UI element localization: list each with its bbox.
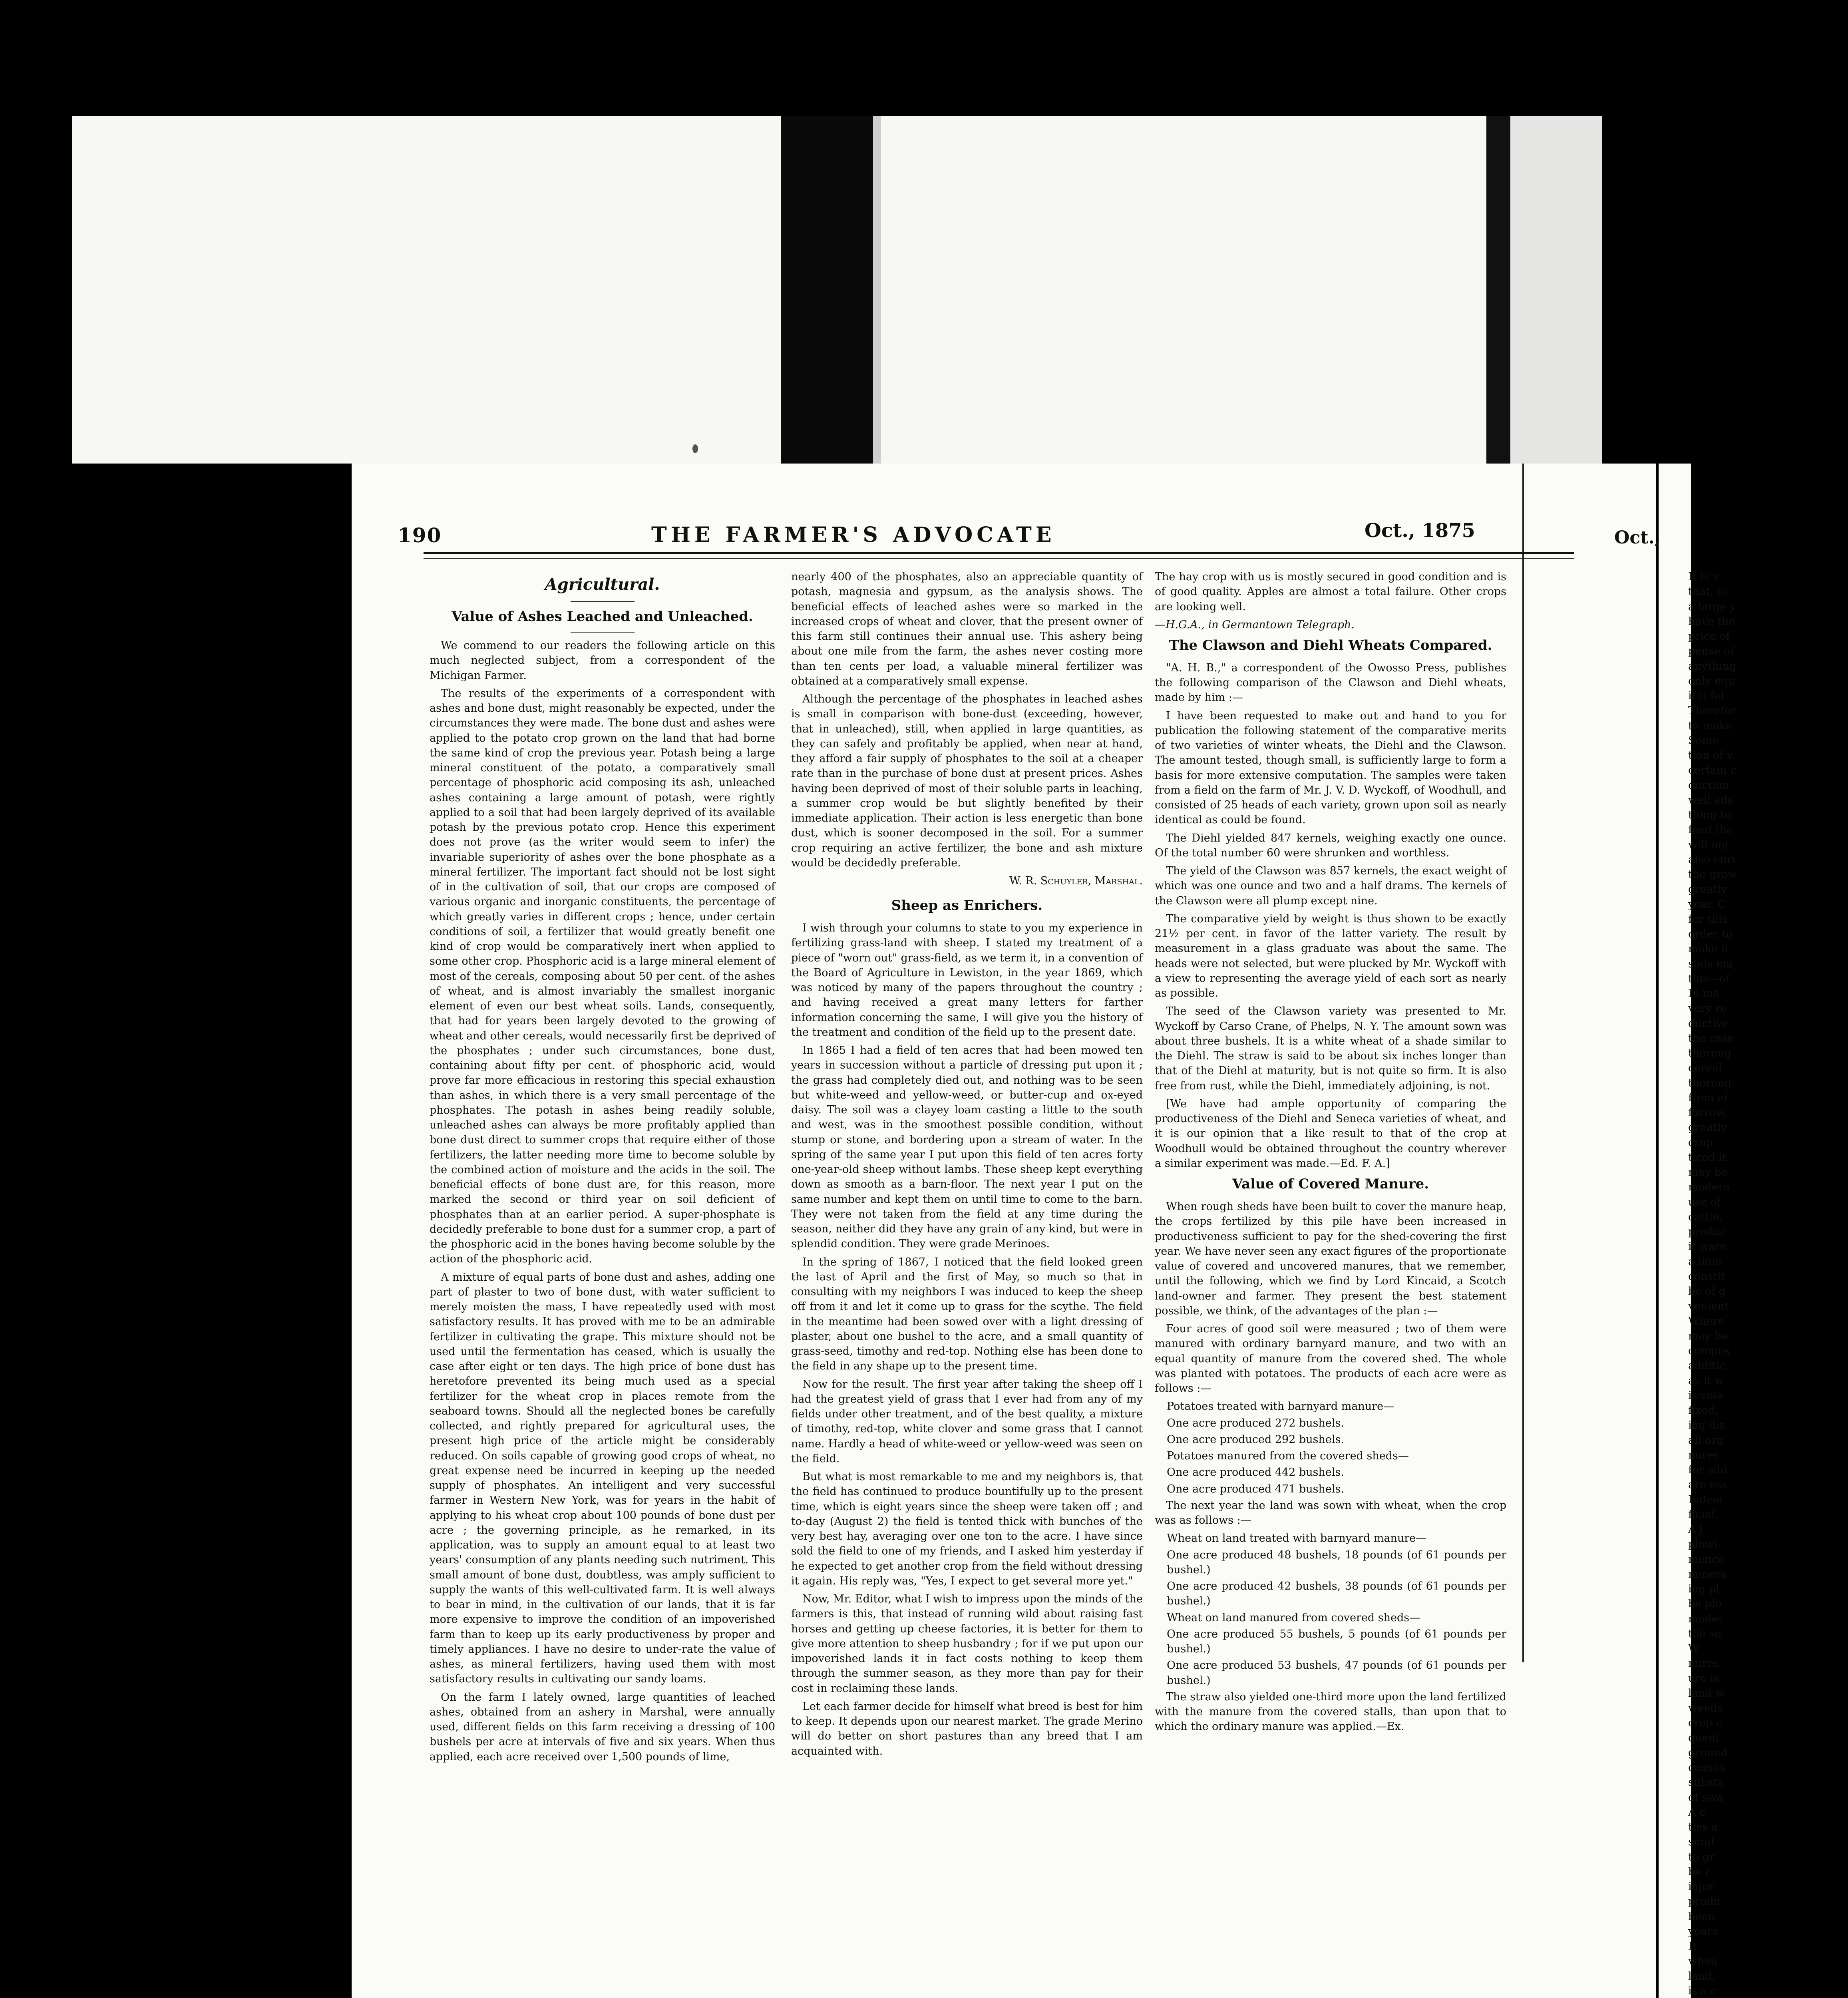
fragment-line: use of: [1688, 1196, 1721, 1208]
paragraph: nearly 400 of the phosphates, also an appreciable quantity of potash, magnesia and gypsum, as the analysis shows. The beneficial effects of leached ashes were so marked in the increased crops of wheat and clover, that the present owner of this farm still continues their annual use. This ashery being about one mile from the farm, the ashes never costing more than ten cents per load, a valuable mineral fertilizer was obtained at a comparatively small expense.: [791, 571, 1143, 687]
paragraph: I wish through your columns to state to you my experience in fertilizing grass-land with sheep. I stated my treatment of a piece of "worn out" grass-field, as we term it, in a convention of the Board of Agriculture in Lewiston, in the year 1869, which was noticed by many of the papers throughout the country ; and having received a great many letters for farther information concerning the same, I will give you the history of the treatment and condition of the field up to the present date.: [791, 922, 1143, 1039]
fragment-line: have the: [1688, 615, 1735, 628]
paragraph: I have been requested to make out and hand to you for publication the following statement of the comparative merits of two varieties of winter wheats, the Diehl and the Clawson. The amount tested, though small, is sufficiently large to form a basis for more extensive computation. The samples were taken from a field on the farm of Mr. J. V. D. Wyckoff, of Woodhull, and consisted of 25 heads of each variety, grown upon soil as nearly identical as could be found.: [1155, 709, 1506, 826]
fragment-line: certain c: [1688, 764, 1737, 777]
fragment-line: make it: [1688, 943, 1729, 955]
fragment-line: nures: [1688, 1449, 1719, 1461]
fragment-line: causes: [1688, 1761, 1725, 1774]
masthead: THE FARMER'S ADVOCATE: [651, 523, 1056, 547]
fragment-line: cattle,: [1688, 1210, 1723, 1223]
paragraph: When rough sheds have been built to cover the manure heap, the crops fertilized by this pile have been increased in productiveness sufficient to pay for the shed-covering the first year. We have never seen any exact figures of the proportionate value of covered and uncovered manures, that we remember, until the following, which we find by Lord Kincaid, a Scotch land-owner and farmer. They present the best statement possible, we think, of the advantages of the plan :—: [1155, 1200, 1506, 1317]
fragment-line: as it w: [1688, 1374, 1724, 1387]
paragraph: The straw also yielded one-third more upon the land fertilized with the manure from the covered stalls, than upon that to which the ordinary manure was applied.—Ex.: [1155, 1690, 1506, 1733]
list-item: One acre produced 471 bushels.: [1167, 1483, 1344, 1495]
list-item: Wheat on land manured from covered sheds—: [1167, 1611, 1420, 1624]
fragment-line: A j: [1688, 1523, 1703, 1536]
header-rule-thin: [424, 558, 1574, 559]
fragment-line: land w: [1688, 1687, 1725, 1699]
fragment-line: will not: [1688, 838, 1729, 851]
paragraph: "A. H. B.," a correspondent of the Owosso Press, publishes the following comparison of the Clawson and Diehl wheats, made by him :—: [1155, 661, 1506, 704]
fragment-line: injur: [1688, 1881, 1714, 1893]
fragment-line: thing to: [1688, 809, 1731, 821]
list-item: One acre produced 55 bushels, 5 pounds (of 61 pounds per bushel.): [1167, 1628, 1506, 1656]
editor-note: [We have had ample opportunity of comparing the productiveness of the Diehl and Seneca varieties of wheat, and it is our opinion that a like result to that of the crop at Woodhull would be obtained throughout the country wherever a similar experiment was made.—Ed. F. A.]: [1155, 1097, 1506, 1170]
fragment-line: anything: [1688, 660, 1737, 673]
article-title: Value of Covered Manure.: [1232, 1176, 1429, 1192]
fragment-line: that, to: [1688, 585, 1728, 598]
fragment-line: be plo: [1688, 1598, 1722, 1610]
fragment-line: to gr: [1688, 1851, 1715, 1863]
paragraph: Now for the result. The first year after taking the sheep off I had the greatest yield of grass that I ever had from any of my fields under other treatment, and of the best quality, a mixture of timothy, red-top, white clover and some grass that I cannot name. Hardly a head of white-weed or yellow-weed was seen on the field.: [791, 1378, 1143, 1465]
fragment-line: also enri: [1688, 853, 1736, 866]
article-title: Value of Ashes Leached and Unleached.: [452, 609, 753, 625]
fragment-line: soils ma: [1688, 957, 1733, 970]
fragment-line: additic: [1688, 1359, 1726, 1372]
paragraph: The next year the land was sown with wheat, when the crop was as follows :—: [1155, 1499, 1506, 1527]
list-item: One acre produced 442 bushels.: [1167, 1466, 1344, 1479]
fragment-line: been: [1688, 1910, 1715, 1923]
fragment-line: crop c: [1688, 1717, 1723, 1729]
fragment-line: produc: [1688, 1226, 1727, 1238]
scan-speck: [692, 444, 698, 453]
fragment-line: from ei: [1688, 1091, 1727, 1104]
paragraph: The Diehl yielded 847 kernels, weighing exactly one ounce. Of the total number 60 were shrunken and worthless.: [1155, 832, 1506, 859]
column-1: [430, 569, 775, 1767]
fragment-line: Indeec: [1688, 1493, 1725, 1506]
fragment-line: ing pl: [1688, 1583, 1719, 1595]
fragment-line: ficial.: [1688, 1508, 1719, 1521]
fragment-line: It is v: [1688, 571, 1719, 583]
article-title: Sheep as Enrichers.: [891, 898, 1043, 914]
author-signature: W. R. Schuyler, Marshal.: [1009, 875, 1143, 887]
list-item: Potatoes manured from the covered sheds—: [1167, 1450, 1409, 1463]
fragment-line: greatly: [1688, 883, 1727, 896]
fragment-line: ing dis: [1688, 1419, 1725, 1432]
fragment-line: this—of: [1688, 972, 1730, 985]
fragment-line: feed the: [1688, 824, 1733, 836]
fragment-line: is vola: [1688, 1389, 1723, 1402]
paragraph: The results of the experiments of a correspondent with ashes and bone dust, might reasonably be expected, under the circumstances they were made. The bone dust and ashes were applied to the potato crop grown on the land that had borne the same kind of crop the previous year. Potash being a large mineral constituent of the potato, a comparatively small percentage of phosphoric acid composing its ash, unleached ashes containing a large amount of potash, were rightly applied to a soil that had been largely deprived of its available potash by the previous potato crop. Hence this experiment does not prove (as the writer would seem to infer) the invariable superiority of ashes over the bone phosphate as a mineral fertilizer. The important fact should not be lost sight of in the cultivation of soil, that our crops are composed of various organic and inorganic constituents, the percentage of which greatly varies in different crops ; hence, under certain conditions of soil, a fertilizer that would greatly benefit one kind of crop would be comparatively inert when applied to some other crop. Phosphoric acid is a large mineral element of most of the cereals, composing about 50 per cent. of the ashes of wheat, and is almost invariably the smallest inorganic element of even our best wheat soils. Lands, consequently, that had for years been largely devoted to the growing of wheat and other cereals, would necessarily first be deprived of the phosphates ; under such circumstances, bone dust, containing about fifty per cent. of phosphoric acid, would prove far more efficacious in restoring this special exhaustion than ashes, in which there is a very small percentage of the phosphates. The potash in ashes being readily soluble, unleached ashes can always be more profitably applied than bone dust direct to summer crops that require either of those fertilizers, the latter needing more time to become soluble by the combined action of moisture and the acids in the soil. The beneficial effects of bone dust are, for this reason, more marked the second or third year on soil deficient of phosphates than at an earlier period. A super-phosphate is decidedly preferable to bone dust for a summer crop, a part of the phosphoric acid in the bones having become soluble by the action of the phosphoric acid.: [430, 687, 775, 1266]
column-2: [791, 569, 1143, 1762]
fragment-line: the grow: [1688, 868, 1737, 881]
fragment-line: thoroug: [1688, 1047, 1732, 1059]
list-item: One acre produced 53 bushels, 47 pounds (of 61 pounds per bushel.): [1167, 1659, 1506, 1687]
fragment-line: a lime: [1688, 1255, 1722, 1268]
fragment-line: furrow,: [1688, 1106, 1727, 1119]
fragment-line: Where: [1688, 1315, 1725, 1327]
section-heading: Agricultural.: [545, 575, 660, 594]
fragment-line: quent: [1688, 1731, 1720, 1744]
fragment-line: be r: [1688, 1865, 1710, 1878]
fragment-line: smut: [1688, 1836, 1715, 1849]
fragment-line: modera: [1688, 1181, 1730, 1194]
page-fold-line: [1522, 464, 1524, 1662]
fragment-line: It: [1688, 1940, 1697, 1952]
fragment-line: only equ: [1688, 675, 1735, 687]
header-rule: [424, 552, 1574, 554]
fragment-line: nures: [1688, 1657, 1719, 1670]
fragment-line: pense of: [1688, 645, 1735, 658]
fragment-line: ductive: [1688, 1017, 1729, 1030]
fragment-line: thoroug: [1688, 1077, 1732, 1089]
fragment-line: well ads: [1688, 794, 1733, 806]
column-3: [1155, 569, 1506, 1737]
fragment-line: Therefor: [1688, 704, 1736, 717]
fragment-line: plowi: [1688, 1538, 1718, 1551]
paragraph: The comparative yield by weight is thus shown to be exactly 21½ per cent. in favor of the latter variety. The result by measurement in a glass graduate was about the same. The heads were not selected, but were plucked by Mr. Wyckoff with a view to representing the average yield of each sort as nearly as possible.: [1155, 912, 1506, 1000]
fragment-line: whea: [1688, 1955, 1717, 1968]
fragment-line: price of: [1688, 630, 1730, 643]
list-item: One acre produced 42 bushels, 38 pounds (of 61 pounds per bushel.): [1167, 1580, 1506, 1608]
fragment-line: substa: [1688, 1776, 1724, 1789]
paragraph: We commend to our readers the following article on this much neglected subject, from a correspondent of the Michigan Farmer.: [430, 639, 775, 682]
list-item: Wheat on land treated with barnyard manure—: [1167, 1532, 1427, 1545]
fragment-line: is a c: [1688, 1984, 1717, 1997]
fragment-line: W: [1688, 1642, 1699, 1655]
list-item: One acre produced 272 bushels.: [1167, 1417, 1344, 1429]
article-title: The Clawson and Diehl Wheats Compared.: [1169, 637, 1492, 653]
paragraph: The seed of the Clawson variety was presented to Mr. Wyckoff by Carso Crane, of Phelps, N. Y. The amount sown was about three bushels. It is a white wheat of a shade similar to the Diehl. The straw is said to be about six inches longer than that of the Diehl at maturity, but is not quite so firm. It is also free from rust, while the Diehl, immediately adjoining, is not.: [1155, 1005, 1506, 1092]
paragraph: Now, Mr. Editor, what I wish to impress upon the minds of the farmers is this, that instead of running wild about raising fast horses and getting up cheese factories, it is better for them to give more attention to sheep husbandry ; for if we put upon our impoverished lands it in fact costs nothing to keep them through the summer season, as they more than pay for their cost in reclaiming these lands.: [791, 1593, 1143, 1695]
fragment-line: weeds: [1688, 1702, 1723, 1714]
fragment-line: greatly: [1688, 1121, 1727, 1134]
previous-page-fragment: [72, 116, 1602, 464]
paragraph: A mixture of equal parts of bone dust and ashes, adding one part of plaster to two of bone dust, with water sufficient to merely moisten the mass, I have repeatedly used with most satisfactory results. It has proved with me to be an admirable fertilizer in cultivating the grape. This mixture should not be used until the fermentation has ceased, which is usually the case after eight or ten days. The high price of bone dust has heretofore prevented its being much used as a special fertilizer for the wheat crop in places remote from the seaboard towns. Should all the neglected bones be carefully collected, and rightly prepared for agricultural uses, the present high price of the article might be considerably reduced. On soils capable of growing good crops of wheat, no great expense need be incurred in keeping up the needed supply of phosphates. An intelligent and very successful farmer in Western New York, was for years in the habit of applying to his wheat crop about 100 pounds of bone dust per acre ; the governing principle, as he remarked, in its application, was to supply an amount equal to at least two years' consumption of any plants needing such nutriment. This small amount of bone dust, doubtless, was amply sufficient to supply the wants of this well-cultivated farm. It is well always to bear in mind, in the cultivation of our lands, that it is far more expensive to improve the condition of an impoverished farm than to keep up its early productiveness by proper and timely appliances. I have no desire to under-rate the value of ashes, as mineral fertilizers, having used them with most satisfactory results in cultivating our sandy loams.: [430, 1271, 775, 1686]
fragment-line: crop: [1688, 1136, 1713, 1149]
fragment-line: order to: [1688, 928, 1733, 940]
fragment-line: may be: [1688, 1166, 1728, 1178]
fragment-line: fixed;: [1688, 1404, 1719, 1417]
fragment-line: A c: [1688, 1806, 1706, 1819]
list-item: One acre produced 48 bushels, 18 pounds (of 61 pounds per bushel.): [1167, 1548, 1506, 1576]
issue-date: Oct., 1875: [1365, 519, 1475, 542]
fragment-line: for whi: [1688, 1464, 1727, 1476]
fragment-line: be of g: [1688, 1285, 1726, 1298]
fragment-line: mence: [1688, 1553, 1725, 1566]
fragment-line: produ: [1688, 1895, 1721, 1908]
paragraph: In the spring of 1867, I noticed that the field looked green the last of April and the first of May, so much so that in consulting with my neighbors I was induced to keep the sheep off from it and let it come up to grass for the scythe. The field in the meantime had been sowed over with a light dressing of plaster, about one bushel to the acre, and a small quantity of grass-seed, timothy and red-top. Nothing else has been done to the field in any shape up to the present time.: [791, 1256, 1143, 1373]
fragment-line: if it fal: [1688, 690, 1725, 702]
fragment-line: duction: [1688, 779, 1729, 792]
paragraph: Let each farmer decide for himself what breed is best for him to keep. It depends upon our nearest market. The grade Merino will do better on short pastures than any breed that I am acquainted with.: [791, 1700, 1143, 1757]
fragment-line: ties a: [1688, 1821, 1718, 1833]
fragment-line: cereal: [1688, 1062, 1722, 1075]
fragment-line: compos: [1688, 1345, 1730, 1357]
page-number: 190: [398, 523, 442, 547]
fragment-line: minera: [1688, 1568, 1727, 1580]
next-page-fragment: [1688, 569, 1848, 1998]
fragment-line: year. C: [1688, 898, 1727, 911]
fragment-line: for this: [1688, 913, 1728, 925]
fragment-line: of swa: [1688, 1791, 1723, 1804]
fragment-line: are ess: [1688, 1479, 1727, 1491]
fragment-line: all org: [1688, 1434, 1724, 1447]
paragraph: In 1865 I had a field of ten acres that had been mowed ten years in succession without a particle of dressing put upon it ; the grass had completely died out, and nothing was to be seen but white-weed and yellow-weed, or butter-cup and ox-eyed daisy. The soil was a clayey loam casting a little to the south and west, was in the smoothest possible condition, without stump or stone, and bordering upon a stream of water. In the spring of the same year I put upon this field of ten acres forty one-year-old sheep without lambs. These sheep kept everything down as smooth as a barn-floor. The next year I put on the same number and kept them on until time to come to the barn. They were not taken from the field at any time during the season, neither did they have any grain of any kind, but were in splendid condition. They were grade Merinoes.: [791, 1044, 1143, 1250]
fragment-line: years: [1688, 1925, 1718, 1938]
next-page-date: Oct.,: [1614, 527, 1661, 548]
fragment-line: the case: [1688, 1032, 1734, 1045]
fragment-line: Some: [1688, 734, 1719, 747]
fragment-line: a large y: [1688, 600, 1736, 613]
list-item: Potatoes treated with barnyard manure—: [1167, 1400, 1394, 1413]
fragment-line: In ma: [1688, 987, 1720, 1000]
fragment-line: moder: [1688, 1612, 1724, 1625]
fragment-line: may be: [1688, 1329, 1728, 1342]
fragment-line: the so: [1688, 1627, 1721, 1640]
fragment-line: ticed it: [1688, 1151, 1727, 1164]
fragment-line: ground: [1688, 1746, 1728, 1759]
list-item: One acre produced 292 bushels.: [1167, 1433, 1344, 1446]
paragraph: Although the percentage of the phosphates in leached ashes is small in comparison with bone-dust (exceeding, however, that in unleached), still, when applied in large quantities, as they can safely and profitably be applied, when near at hand, they afford a fair supply of phosphates to the soil at a cheaper rate than in the purchase of bone dust at present prices. Ashes having been deprived of most of their soluble parts in leaching, a summer crop would be but slightly benefited by their immediate application. Their action is less energetic than bone dust, which is sooner decomposed in the soil. For a summer crop requiring an active fertilizer, the bone and ash mixture would be decidedly preferable.: [791, 693, 1143, 869]
fragment-line: to make: [1688, 719, 1732, 732]
fragment-line: venient: [1688, 1300, 1729, 1313]
fragment-line: constit: [1688, 1270, 1725, 1283]
source-credit: —H.G.A., in Germantown Telegraph.: [1155, 618, 1355, 631]
newspaper-page: [352, 464, 1737, 1998]
paragraph: The hay crop with us is mostly secured in good condition and is of good quality. Apples are almost a total failure. Other crops are looking well.: [1155, 571, 1506, 613]
fragment-line: ure is: [1688, 1672, 1719, 1685]
fragment-line: land,: [1688, 1970, 1715, 1982]
fragment-line: very re: [1688, 1002, 1727, 1015]
paragraph: But what is most remarkable to me and my neighbors is, that the field has continued to produce bountifully up to the present time, which is eight years since the sheep were taken off ; and to-day (August 2) the field is tented thick with bunches of the very best hay, averaging over one ton to the acre. I have since sold the field to one of my friends, and I asked him yesterday if he expected to get another crop from the field without dressing it again. His reply was, "Yes, I expect to get several more yet.": [791, 1471, 1143, 1587]
paragraph: On the farm I lately owned, large quantities of leached ashes, obtained from an ashery in Marshal, were annually used, different fields on this farm receiving a dressing of 100 bushels per acre at intervals of five and six years. When thus applied, each acre received over 1,500 pounds of lime,: [430, 1691, 775, 1763]
fragment-line: tion of v: [1688, 749, 1733, 762]
fragment-line: it ware: [1688, 1240, 1727, 1253]
paragraph: The yield of the Clawson was 857 kernels, the exact weight of which was one ounce and two and a half drams. The kernels of the Clawson were all plump except nine.: [1155, 865, 1506, 907]
paragraph: Four acres of good soil were measured ; two of them were manured with ordinary barnyard manure, and two with an equal quantity of manure from the covered shed. The whole was planted with potatoes. The products of each acre were as follows :—: [1155, 1323, 1506, 1395]
